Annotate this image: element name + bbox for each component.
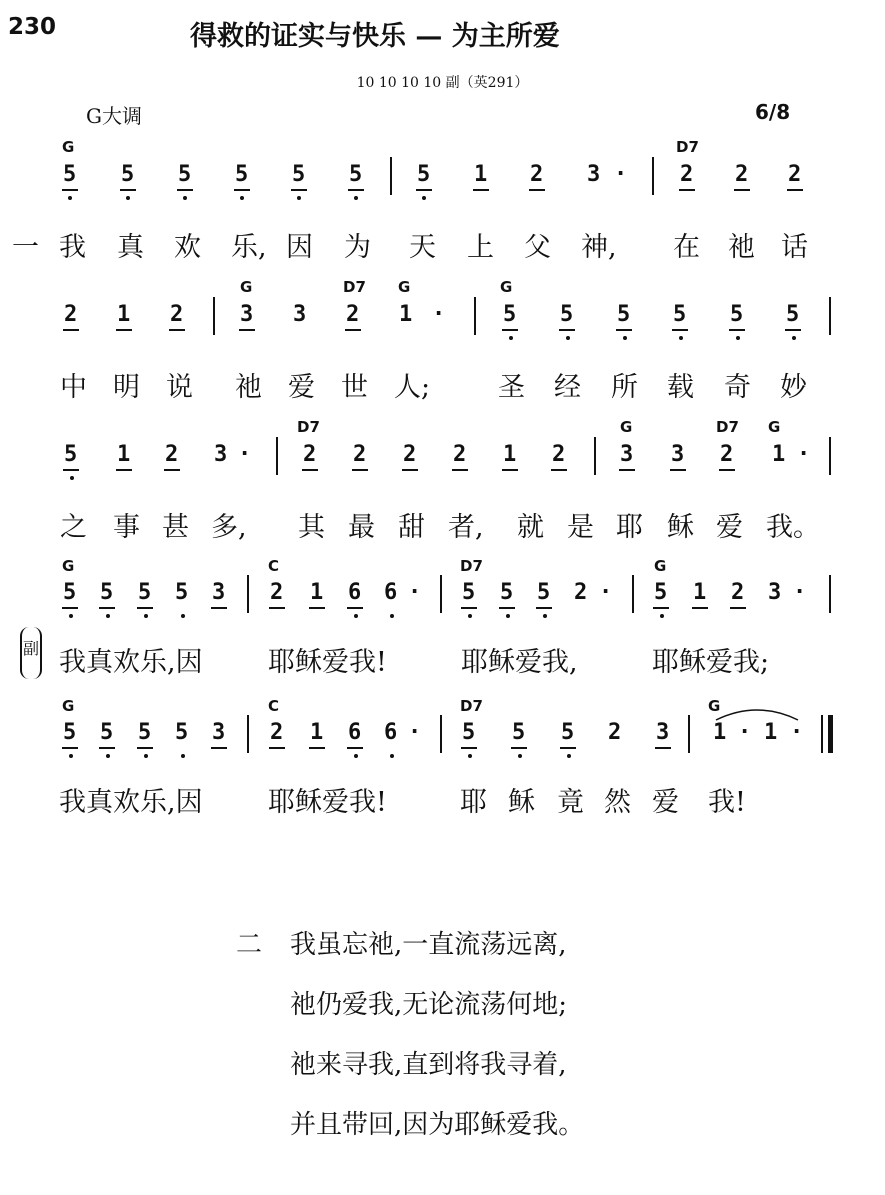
lyric: 事	[113, 512, 140, 543]
underline	[502, 469, 518, 471]
note: 5	[462, 580, 476, 605]
note: 5	[138, 580, 152, 605]
note: 5	[100, 580, 114, 605]
lyric: 真	[117, 232, 144, 263]
underline	[234, 189, 250, 191]
note: 2	[720, 442, 734, 467]
low-octave-dot	[354, 614, 358, 618]
lyric: 在	[673, 232, 700, 263]
underline	[211, 607, 227, 609]
low-octave-dot	[567, 754, 571, 758]
note: 3	[240, 302, 254, 327]
chord-symbol: G	[240, 278, 253, 296]
note: 2	[453, 442, 467, 467]
low-octave-dot	[69, 754, 73, 758]
note: 5	[786, 302, 800, 327]
note: 5	[63, 720, 77, 745]
bar-line	[688, 715, 690, 753]
chord-symbol: G	[62, 138, 75, 156]
lyric: 爱	[288, 372, 315, 403]
lyric: 上	[467, 232, 494, 263]
note: 5	[673, 302, 687, 327]
note: 3	[768, 580, 782, 605]
underline	[692, 607, 708, 609]
note: 2	[64, 302, 78, 327]
low-octave-dot	[543, 614, 547, 618]
bar-line	[632, 575, 634, 613]
lyric: 奇	[724, 372, 751, 403]
verse-line: 祂来寻我,直到将我寻着,	[290, 1050, 567, 1080]
bar-line	[474, 297, 476, 335]
chord-symbol: G	[398, 278, 411, 296]
lyric: 人;	[394, 372, 431, 403]
note: 3	[656, 720, 670, 745]
note: 5	[121, 162, 135, 187]
hymn-number: 230	[8, 14, 57, 40]
lyric: 稣	[508, 787, 535, 818]
low-octave-dot	[518, 754, 522, 758]
underline	[99, 607, 115, 609]
underline	[560, 747, 576, 749]
underline	[619, 469, 635, 471]
low-octave-dot	[240, 196, 244, 200]
lyric: 稣	[667, 512, 694, 543]
note: 6	[384, 720, 398, 745]
note: 5	[292, 162, 306, 187]
low-octave-dot	[422, 196, 426, 200]
note: 1	[117, 302, 131, 327]
underline	[291, 189, 307, 191]
hymn-title: 得救的证实与快乐 — 为主所爱	[190, 21, 560, 52]
underline	[729, 329, 745, 331]
note: 3	[620, 442, 634, 467]
lyric: 是	[567, 512, 594, 543]
note: 5	[730, 302, 744, 327]
underline	[670, 469, 686, 471]
lyric: 其	[298, 512, 325, 543]
note-dot: ·	[408, 720, 422, 745]
note: 1	[713, 720, 727, 745]
chord-symbol: D7	[460, 697, 483, 715]
note: 5	[617, 302, 631, 327]
note: 3	[212, 720, 226, 745]
lyric: 中	[60, 372, 87, 403]
note: 2	[403, 442, 417, 467]
underline	[345, 329, 361, 331]
note: 2	[530, 162, 544, 187]
lyric: 祂	[728, 232, 755, 263]
lyric: 然	[604, 787, 631, 818]
note: 2	[270, 580, 284, 605]
underline	[655, 747, 671, 749]
underline	[137, 607, 153, 609]
underline	[116, 469, 132, 471]
underline	[787, 189, 803, 191]
low-octave-dot	[566, 336, 570, 340]
chorus-marker	[20, 627, 42, 679]
verse-number: 一	[12, 232, 39, 263]
note: 1	[117, 442, 131, 467]
underline	[734, 189, 750, 191]
low-octave-dot	[792, 336, 796, 340]
bar-line	[213, 297, 215, 335]
note: 6	[384, 580, 398, 605]
bar-line	[247, 575, 249, 613]
lyric: 之	[60, 512, 87, 543]
lyric: 欢	[174, 232, 201, 263]
lyric: 明	[113, 372, 140, 403]
lyric: 我!	[708, 787, 746, 818]
underline	[616, 329, 632, 331]
note: 5	[178, 162, 192, 187]
low-octave-dot	[354, 196, 358, 200]
note: 2	[608, 720, 622, 745]
note: 2	[731, 580, 745, 605]
chord-symbol: G	[620, 418, 633, 436]
chord-symbol: G	[62, 697, 75, 715]
note: 3	[214, 442, 228, 467]
underline	[99, 747, 115, 749]
note: 1	[772, 442, 786, 467]
underline	[352, 469, 368, 471]
bar-line	[440, 575, 442, 613]
lyric: 圣	[498, 372, 525, 403]
note: 5	[500, 580, 514, 605]
note: 5	[175, 580, 189, 605]
lyric: 爱	[716, 512, 743, 543]
meter-line: 10 10 10 10 副（英291）	[356, 75, 529, 91]
note: 2	[735, 162, 749, 187]
final-barline-thick	[828, 715, 833, 753]
note-dot: ·	[408, 580, 422, 605]
bar-line	[390, 157, 392, 195]
underline	[461, 607, 477, 609]
underline	[169, 329, 185, 331]
underline	[348, 189, 364, 191]
low-octave-dot	[181, 754, 185, 758]
bar-line	[829, 575, 831, 613]
note: 3	[212, 580, 226, 605]
low-octave-dot	[468, 754, 472, 758]
lyric: 因	[286, 232, 313, 263]
note: 5	[64, 442, 78, 467]
note: 6	[348, 720, 362, 745]
underline	[559, 329, 575, 331]
lyric: 耶稣爱我,	[461, 647, 578, 678]
lyric: 耶稣爱我!	[268, 647, 387, 678]
note: 5	[138, 720, 152, 745]
note: 5	[235, 162, 249, 187]
lyric: 为	[344, 232, 371, 263]
underline	[302, 469, 318, 471]
note: 5	[537, 580, 551, 605]
underline	[211, 747, 227, 749]
underline	[347, 607, 363, 609]
underline	[62, 189, 78, 191]
bar-line	[276, 437, 278, 475]
note-dot: ·	[793, 580, 807, 605]
note: 1	[310, 580, 324, 605]
verse-line: 并且带回,因为耶稣爱我。	[290, 1110, 585, 1140]
note: 1	[503, 442, 517, 467]
note: 2	[788, 162, 802, 187]
low-octave-dot	[390, 754, 394, 758]
low-octave-dot	[69, 614, 73, 618]
lyric: 甚	[162, 512, 189, 543]
lyric: 我。	[766, 512, 820, 543]
chord-symbol: C	[268, 697, 280, 715]
underline	[452, 469, 468, 471]
note: 2	[574, 580, 588, 605]
note: 5	[462, 720, 476, 745]
lyric: 神,	[581, 232, 617, 263]
lyric: 多,	[211, 512, 247, 543]
underline	[402, 469, 418, 471]
lyric: 甜	[398, 512, 425, 543]
chord-symbol: G	[500, 278, 513, 296]
underline	[269, 747, 285, 749]
lyric: 耶稣爱我;	[652, 647, 770, 678]
chord-symbol: C	[268, 557, 280, 575]
low-octave-dot	[106, 614, 110, 618]
underline	[62, 747, 78, 749]
low-octave-dot	[509, 336, 513, 340]
note: 1	[399, 302, 413, 327]
note: 2	[170, 302, 184, 327]
underline	[719, 469, 735, 471]
lyric: 所	[611, 372, 638, 403]
underline	[529, 189, 545, 191]
underline	[269, 607, 285, 609]
low-octave-dot	[506, 614, 510, 618]
lyric: 最	[348, 512, 375, 543]
underline	[164, 469, 180, 471]
note: 3	[671, 442, 685, 467]
underline	[62, 607, 78, 609]
note: 3	[293, 302, 307, 327]
verse-line: 祂仍爱我,无论流荡何地;	[290, 990, 568, 1020]
bar-line	[829, 297, 831, 335]
verse-line: 我虽忘祂,一直流荡远离,	[290, 930, 567, 960]
note-dot: ·	[599, 580, 613, 605]
lyric: 我真欢乐,因	[59, 787, 203, 818]
low-octave-dot	[297, 196, 301, 200]
lyric: 耶	[616, 512, 643, 543]
bar-line	[652, 157, 654, 195]
lyric: 竟	[557, 787, 584, 818]
low-octave-dot	[183, 196, 187, 200]
note: 1	[693, 580, 707, 605]
chord-symbol: D7	[297, 418, 320, 436]
underline	[137, 747, 153, 749]
lyric: 耶	[460, 787, 487, 818]
underline	[63, 329, 79, 331]
lyric: 天	[409, 232, 436, 263]
chord-symbol: G	[654, 557, 667, 575]
underline	[679, 189, 695, 191]
note: 1	[764, 720, 778, 745]
bar-line	[440, 715, 442, 753]
underline	[347, 747, 363, 749]
note-dot: ·	[738, 720, 752, 745]
chord-symbol: G	[768, 418, 781, 436]
underline	[511, 747, 527, 749]
note: 2	[303, 442, 317, 467]
note-dot: ·	[790, 720, 804, 745]
chord-symbol: G	[62, 557, 75, 575]
underline	[239, 329, 255, 331]
lyric: 父	[524, 232, 551, 263]
bar-line	[594, 437, 596, 475]
low-octave-dot	[390, 614, 394, 618]
note: 2	[346, 302, 360, 327]
chorus-label: 副	[23, 639, 40, 658]
note-dot: ·	[797, 442, 811, 467]
note: 5	[561, 720, 575, 745]
underline	[551, 469, 567, 471]
underline	[120, 189, 136, 191]
low-octave-dot	[181, 614, 185, 618]
lyric: 我真欢乐,因	[59, 647, 203, 678]
underline	[473, 189, 489, 191]
note: 2	[680, 162, 694, 187]
note: 6	[348, 580, 362, 605]
lyric: 乐,	[231, 232, 267, 263]
underline	[499, 607, 515, 609]
lyric: 耶稣爱我!	[268, 787, 387, 818]
low-octave-dot	[679, 336, 683, 340]
note: 5	[512, 720, 526, 745]
note-dot: ·	[238, 442, 252, 467]
lyric: 经	[554, 372, 581, 403]
lyric: 载	[667, 372, 694, 403]
bar-line	[247, 715, 249, 753]
low-octave-dot	[70, 476, 74, 480]
lyric: 说	[166, 372, 193, 403]
note: 5	[349, 162, 363, 187]
underline	[730, 607, 746, 609]
underline	[63, 469, 79, 471]
note-dot: ·	[614, 162, 628, 187]
underline	[785, 329, 801, 331]
low-octave-dot	[126, 196, 130, 200]
low-octave-dot	[68, 196, 72, 200]
underline	[416, 189, 432, 191]
underline	[502, 329, 518, 331]
note: 5	[654, 580, 668, 605]
chord-symbol: D7	[343, 278, 366, 296]
key-signature: G大调	[86, 104, 142, 128]
tie-arc	[712, 700, 802, 724]
time-signature: 6/8	[755, 100, 791, 124]
note: 5	[417, 162, 431, 187]
low-octave-dot	[144, 754, 148, 758]
lyric: 就	[517, 512, 544, 543]
chord-symbol: G	[708, 697, 721, 715]
low-octave-dot	[736, 336, 740, 340]
low-octave-dot	[468, 614, 472, 618]
note: 5	[560, 302, 574, 327]
lyric: 世	[341, 372, 368, 403]
low-octave-dot	[660, 614, 664, 618]
note: 2	[552, 442, 566, 467]
note: 5	[503, 302, 517, 327]
note: 5	[63, 162, 77, 187]
bar-line	[829, 437, 831, 475]
chord-symbol: D7	[676, 138, 699, 156]
lyric: 话	[781, 232, 808, 263]
chord-symbol: D7	[460, 557, 483, 575]
lyric: 祂	[235, 372, 262, 403]
low-octave-dot	[623, 336, 627, 340]
lyric: 我	[59, 232, 86, 263]
underline	[672, 329, 688, 331]
note: 5	[100, 720, 114, 745]
note-dot: ·	[432, 302, 446, 327]
low-octave-dot	[106, 754, 110, 758]
low-octave-dot	[354, 754, 358, 758]
note: 2	[353, 442, 367, 467]
note: 3	[587, 162, 601, 187]
underline	[116, 329, 132, 331]
note: 5	[63, 580, 77, 605]
underline	[536, 607, 552, 609]
final-barline-thin	[821, 715, 823, 753]
lyric: 爱	[652, 787, 679, 818]
note: 1	[310, 720, 324, 745]
underline	[309, 607, 325, 609]
low-octave-dot	[144, 614, 148, 618]
note: 1	[474, 162, 488, 187]
underline	[461, 747, 477, 749]
lyric: 妙	[780, 372, 807, 403]
note: 5	[175, 720, 189, 745]
verse-number: 二	[236, 930, 263, 960]
note: 2	[270, 720, 284, 745]
underline	[177, 189, 193, 191]
underline	[309, 747, 325, 749]
note: 2	[165, 442, 179, 467]
chord-symbol: D7	[716, 418, 739, 436]
underline	[653, 607, 669, 609]
lyric: 者,	[448, 512, 484, 543]
